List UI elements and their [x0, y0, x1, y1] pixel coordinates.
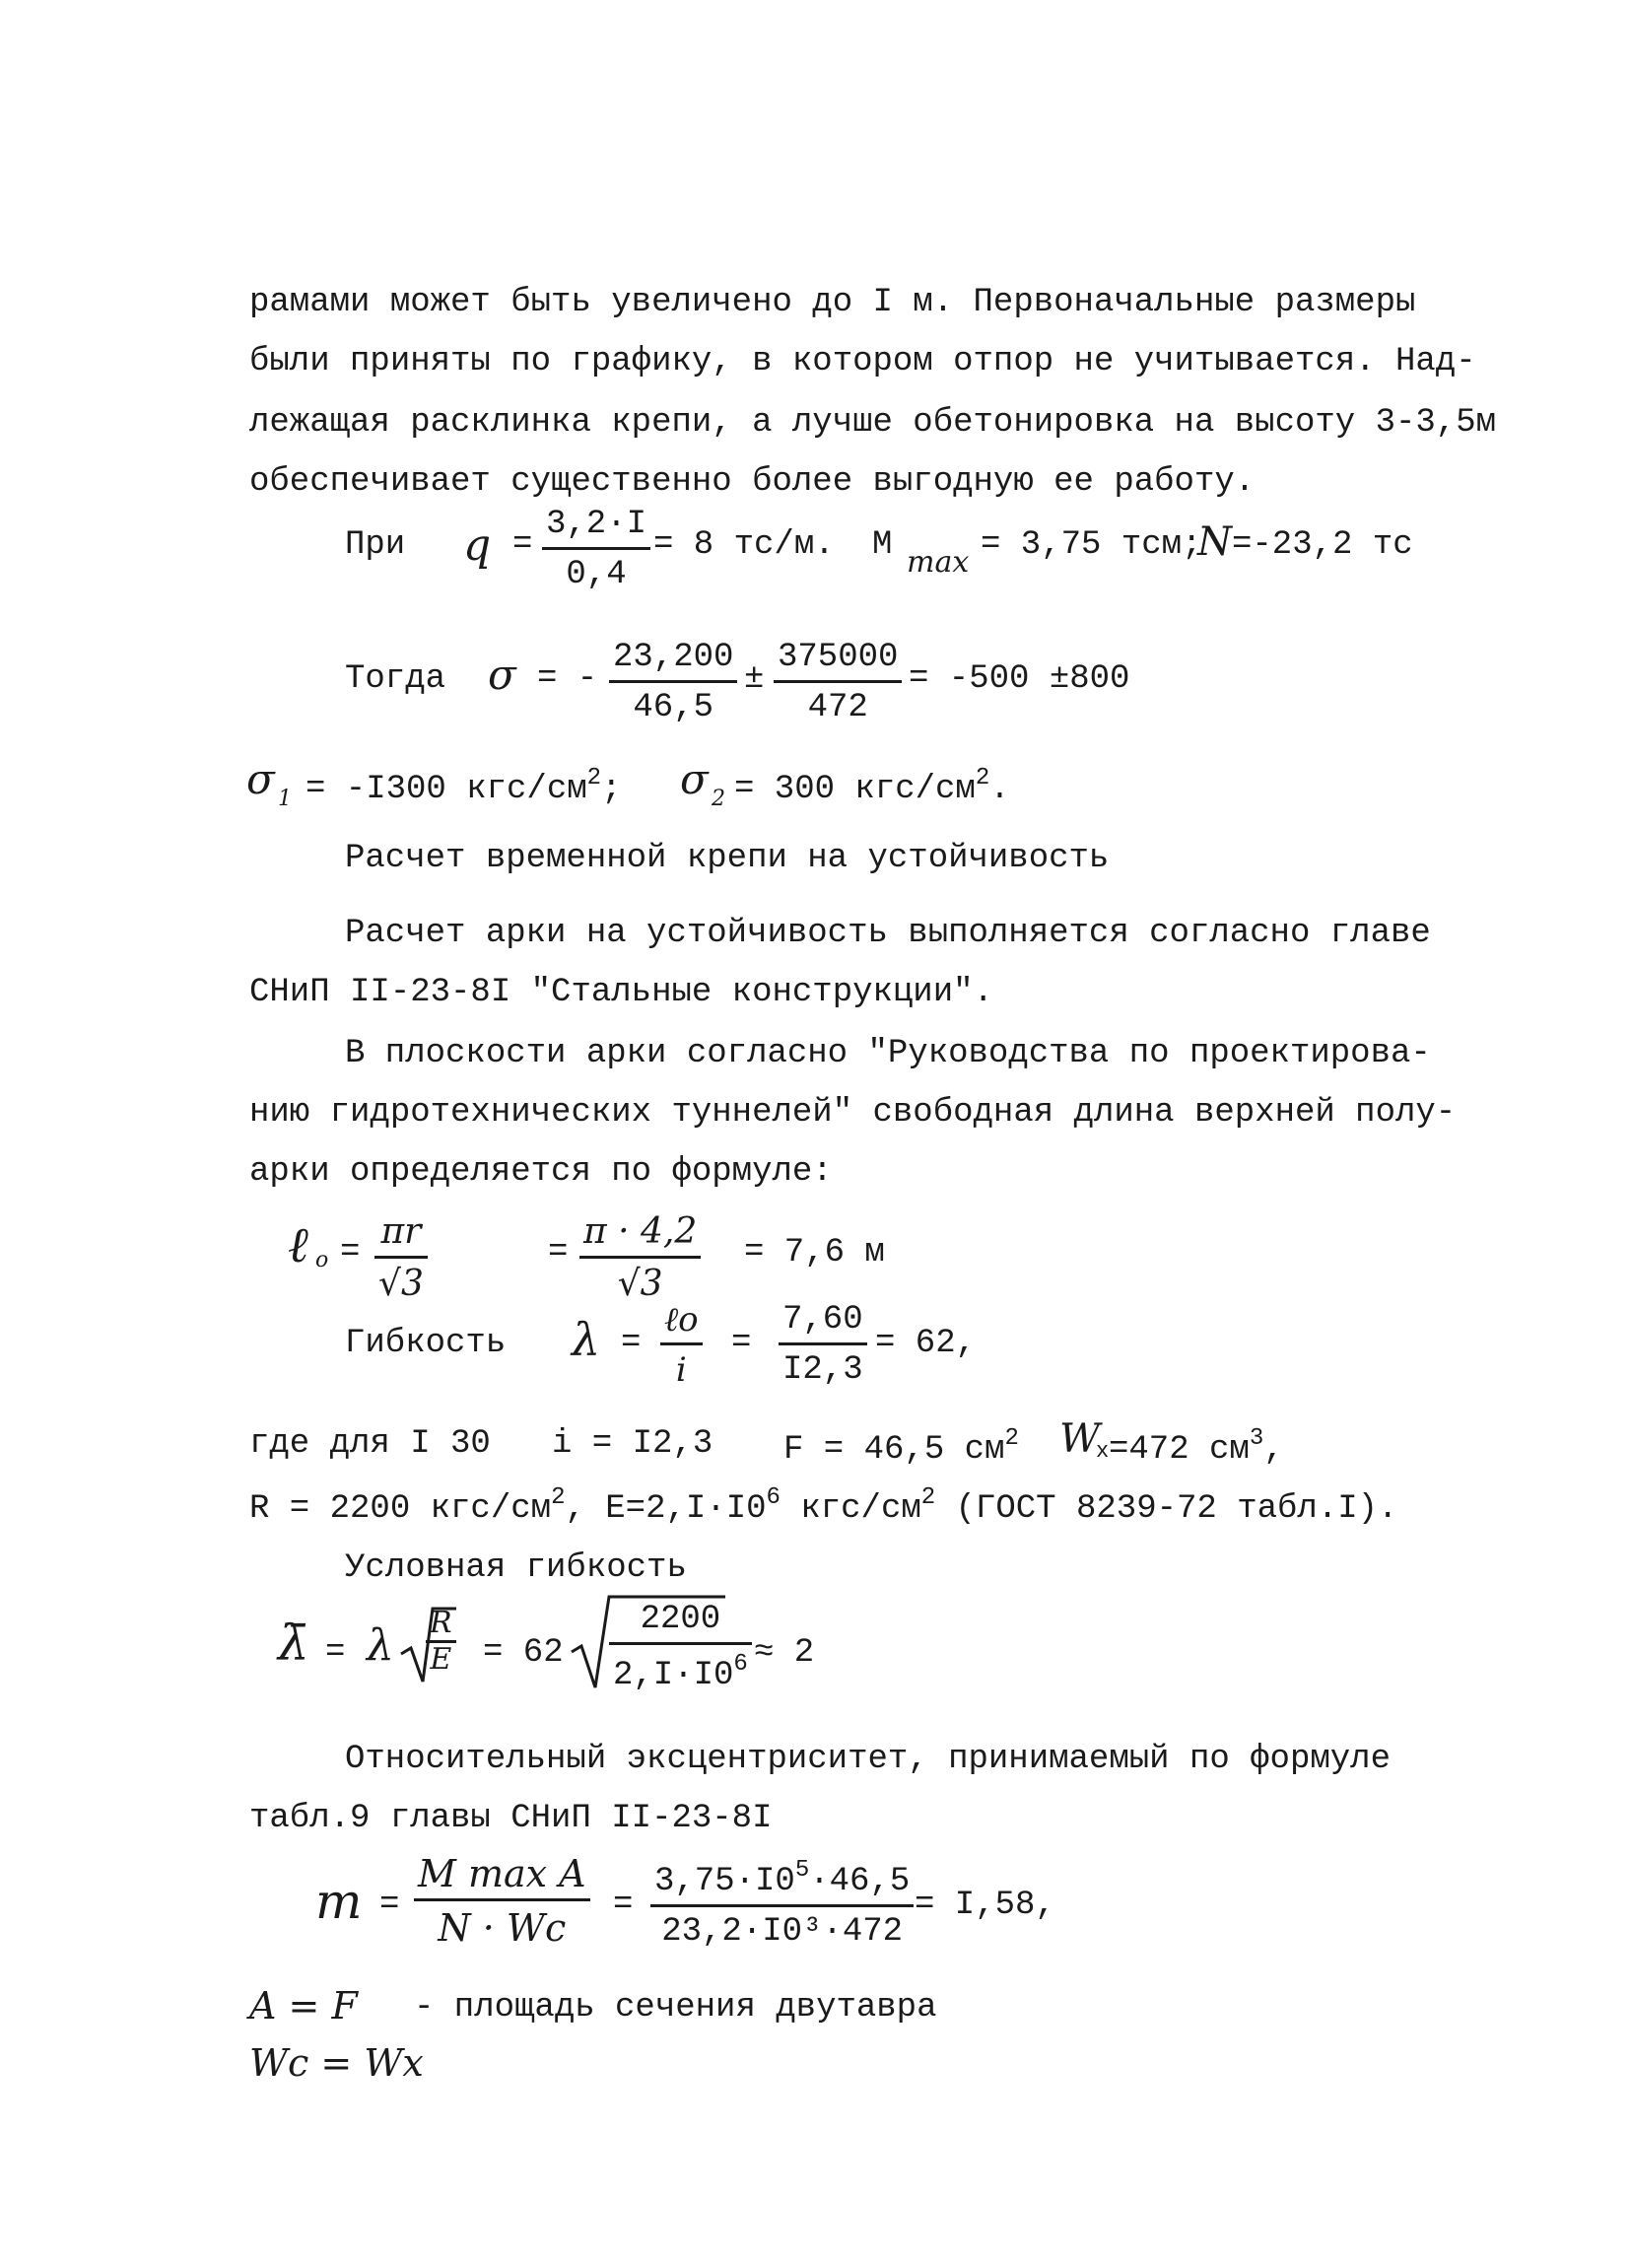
- eq-length-den-2: √3: [579, 1256, 701, 1302]
- eq-sigma1-exp: 2: [586, 765, 602, 791]
- eq-length-num-1: πr: [380, 1211, 422, 1252]
- eq-cond-fraction: [609, 1603, 752, 1692]
- eq-ecc-num-2-line: [650, 1859, 914, 1904]
- heading-stability: Расчет временной крепи на устойчивость: [345, 840, 1110, 877]
- eq-stress-eq: = -: [537, 660, 598, 698]
- def-a-text: - площадь сечения двутавра: [414, 1989, 937, 2027]
- eq-sigma1-value-line: [306, 767, 621, 806]
- eq-cond-result: ≈ 2: [754, 1634, 815, 1672]
- eq-sigma2-end: .: [989, 771, 1010, 808]
- params-r: R = 2200 кгс/см: [249, 1490, 552, 1528]
- eq-slenderness-fraction-2: [779, 1303, 867, 1387]
- eq-length-l0: ℓ: [288, 1216, 308, 1273]
- eq-sigma1-end: ;: [601, 771, 622, 808]
- eq-ecc-result: [915, 1889, 1055, 1922]
- eq-ecc-num-2-exp: 5: [794, 1857, 810, 1884]
- paragraph-2-line-1: Расчет арки на устойчивость выполняется согласно главе: [345, 915, 1431, 952]
- eq-load-m-value: = 3,75 тсм;: [981, 526, 1202, 564]
- params-w-exp: 3: [1249, 1425, 1264, 1452]
- eq-load-fraction: [542, 508, 650, 591]
- params-line-1-f: [783, 1427, 1019, 1467]
- params-e-exp: 6: [766, 1484, 781, 1511]
- params-line-1-w-sub: x: [1096, 1439, 1110, 1464]
- paragraph-3-line-3: арки определяется по формуле:: [249, 1153, 833, 1191]
- params-f-exp: 2: [1004, 1425, 1019, 1452]
- eq-slenderness-den-2: I2,3: [779, 1342, 867, 1387]
- params-line-2: [249, 1486, 1397, 1526]
- eq-ecc-num-2: 3,75·I0: [654, 1863, 795, 1900]
- eq-cond-e: E: [426, 1640, 456, 1675]
- paragraph-1-line-1: рамами может быть увеличено до I м. Первоначальные размеры: [249, 284, 1416, 321]
- params-r-exp: 2: [551, 1484, 566, 1511]
- eq-stress-result: = -500 ±800: [909, 660, 1130, 698]
- heading-conditional: Условная гибкость: [345, 1549, 687, 1587]
- eq-cond-eq1: =: [325, 1634, 346, 1672]
- eq-load-q: q: [463, 520, 492, 571]
- eq-stress-num-2: 375000: [778, 639, 899, 676]
- eq-cond-eq2: = 62: [483, 1634, 564, 1672]
- eq-stress-fraction-1: [609, 641, 737, 724]
- params-w-val: =472 см: [1109, 1431, 1250, 1469]
- eq-cond-r: R: [430, 1606, 452, 1640]
- eq-ecc-eq2: =: [613, 1887, 634, 1924]
- eq-slenderness-den-1: i: [660, 1342, 703, 1387]
- eq-load-n-value: =-23,2 тс: [1232, 526, 1413, 564]
- eq-length-fraction-2: [579, 1211, 701, 1304]
- params-e-unit-exp: 2: [920, 1484, 936, 1511]
- paragraph-1-line-3: лежащая расклинка крепи, а лучше обетонировка на высоту 3-3,5м: [249, 404, 1497, 442]
- eq-sigma1-value: = -I300 кгс/см: [306, 771, 587, 808]
- eq-ecc-end: ,: [1035, 1887, 1055, 1924]
- eq-ecc-m: m: [315, 1873, 363, 1930]
- eq-length-l0-sub: o: [315, 1248, 329, 1272]
- eq-stress-sigma: σ: [488, 651, 516, 699]
- eq-load-eq: =: [512, 526, 533, 564]
- eq-length-eq2: =: [548, 1234, 569, 1271]
- eq-cond-r-over-e: [426, 1606, 456, 1677]
- eq-stress-den-2: 472: [774, 680, 902, 724]
- paragraph-2-line-2: СНиП II-23-8I "Стальные конструкции".: [249, 974, 993, 1011]
- eq-slenderness-num-2: 7,60: [782, 1301, 863, 1339]
- eq-load-denominator: 0,4: [542, 547, 650, 591]
- paragraph-4-line-2: табл.9 главы СНиП II-23-8I: [249, 1800, 773, 1837]
- eq-load-lead: При: [345, 526, 406, 564]
- eq-stress-num-1: 23,200: [613, 639, 734, 676]
- paragraph-1-line-4: обеспечивает существенно более выгодную ее работу.: [249, 463, 1256, 501]
- eq-stress-fraction-2: [774, 641, 902, 724]
- paragraph-1-line-2: были приняты по графику, в котором отпор не учитывается. Над-: [249, 343, 1476, 380]
- eq-slenderness-eq2: =: [731, 1325, 752, 1362]
- eq-slenderness-result: = 62,: [875, 1325, 977, 1362]
- eq-length-fraction-1: [374, 1211, 428, 1304]
- eq-sigma2-value-line: [734, 767, 1010, 806]
- eq-load-numerator: 3,2·I: [546, 506, 647, 543]
- eq-stress-lead: Тогда: [345, 660, 446, 698]
- eq-cond-lambda-bar: λ̄: [278, 1615, 309, 1672]
- eq-slenderness-fraction-1: [660, 1300, 703, 1390]
- eq-cond-lambda: λ: [367, 1620, 394, 1671]
- eq-sigma1-sub: 1: [278, 787, 292, 811]
- eq-sigma2-sub: 2: [712, 787, 725, 811]
- eq-cond-num: 2200: [640, 1601, 721, 1638]
- eq-cond-den: 2,I·I0: [613, 1657, 734, 1694]
- def-w-lhs: Wc = Wx: [249, 2041, 424, 2085]
- eq-slenderness-lambda: λ: [572, 1313, 601, 1366]
- eq-sigma1-label: σ: [246, 755, 275, 803]
- params-gost: (ГОСТ 8239-72 табл.I).: [935, 1490, 1398, 1528]
- params-line-1-w-val: [1109, 1427, 1284, 1467]
- eq-stress-pm: ±: [744, 660, 765, 698]
- params-line-1-i: i = I2,3: [552, 1425, 713, 1463]
- params-line-1-w: W: [1059, 1416, 1101, 1462]
- eq-load-m-label: M: [872, 526, 893, 564]
- eq-load-result: = 8 тс/м.: [653, 526, 835, 564]
- eq-ecc-fraction-2: [650, 1859, 914, 1949]
- eq-stress-den-1: 46,5: [609, 680, 737, 724]
- eq-cond-den-line: [609, 1642, 752, 1692]
- eq-sigma2-exp: 2: [975, 765, 990, 791]
- eq-ecc-result-value: = I,58: [915, 1887, 1036, 1924]
- eq-sigma2-value: = 300 кгс/см: [734, 771, 976, 808]
- paragraph-4-line-1: Относительный эксцентриситет, принимаемый по формуле: [345, 1741, 1391, 1778]
- params-line-1-a: где для I 30: [249, 1425, 491, 1463]
- eq-length-eq1: =: [340, 1234, 361, 1271]
- eq-slenderness-lead: Гибкость: [345, 1325, 507, 1362]
- paragraph-3-line-2: нию гидротехнических туннелей" свободная длина верхней полу-: [249, 1094, 1457, 1132]
- eq-slenderness-eq1: =: [621, 1325, 642, 1362]
- eq-load-n-label: N: [1197, 519, 1232, 565]
- eq-cond-den-exp: 6: [733, 1651, 748, 1678]
- eq-length-num-2: π · 4,2: [583, 1211, 698, 1252]
- eq-sigma2-label: σ: [680, 755, 709, 803]
- eq-ecc-den-1: N · Wc: [414, 1898, 590, 1947]
- eq-slenderness-num-1: ℓo: [664, 1300, 699, 1340]
- eq-ecc-fraction-1: [414, 1852, 590, 1950]
- params-e: , E=2,I·I0: [565, 1490, 767, 1528]
- eq-ecc-eq1: =: [379, 1887, 400, 1924]
- eq-load-m-sub: max: [907, 545, 970, 580]
- def-a-lhs: A = F: [249, 1984, 358, 2027]
- params-e-unit: кгс/см: [780, 1490, 921, 1528]
- eq-length-result: = 7,6 м: [744, 1234, 885, 1271]
- params-f: F = 46,5 см: [783, 1431, 1005, 1469]
- eq-ecc-den-2: 23,2·I0³·472: [650, 1904, 914, 1949]
- eq-ecc-num-1: M max A: [418, 1852, 586, 1895]
- params-line-1-end: ,: [1263, 1431, 1284, 1469]
- eq-ecc-num-2-tail: ·46,5: [809, 1863, 911, 1900]
- paragraph-3-line-1: В плоскости арки согласно "Руководства по проектирова-: [345, 1035, 1431, 1072]
- eq-length-den-1: √3: [374, 1256, 428, 1302]
